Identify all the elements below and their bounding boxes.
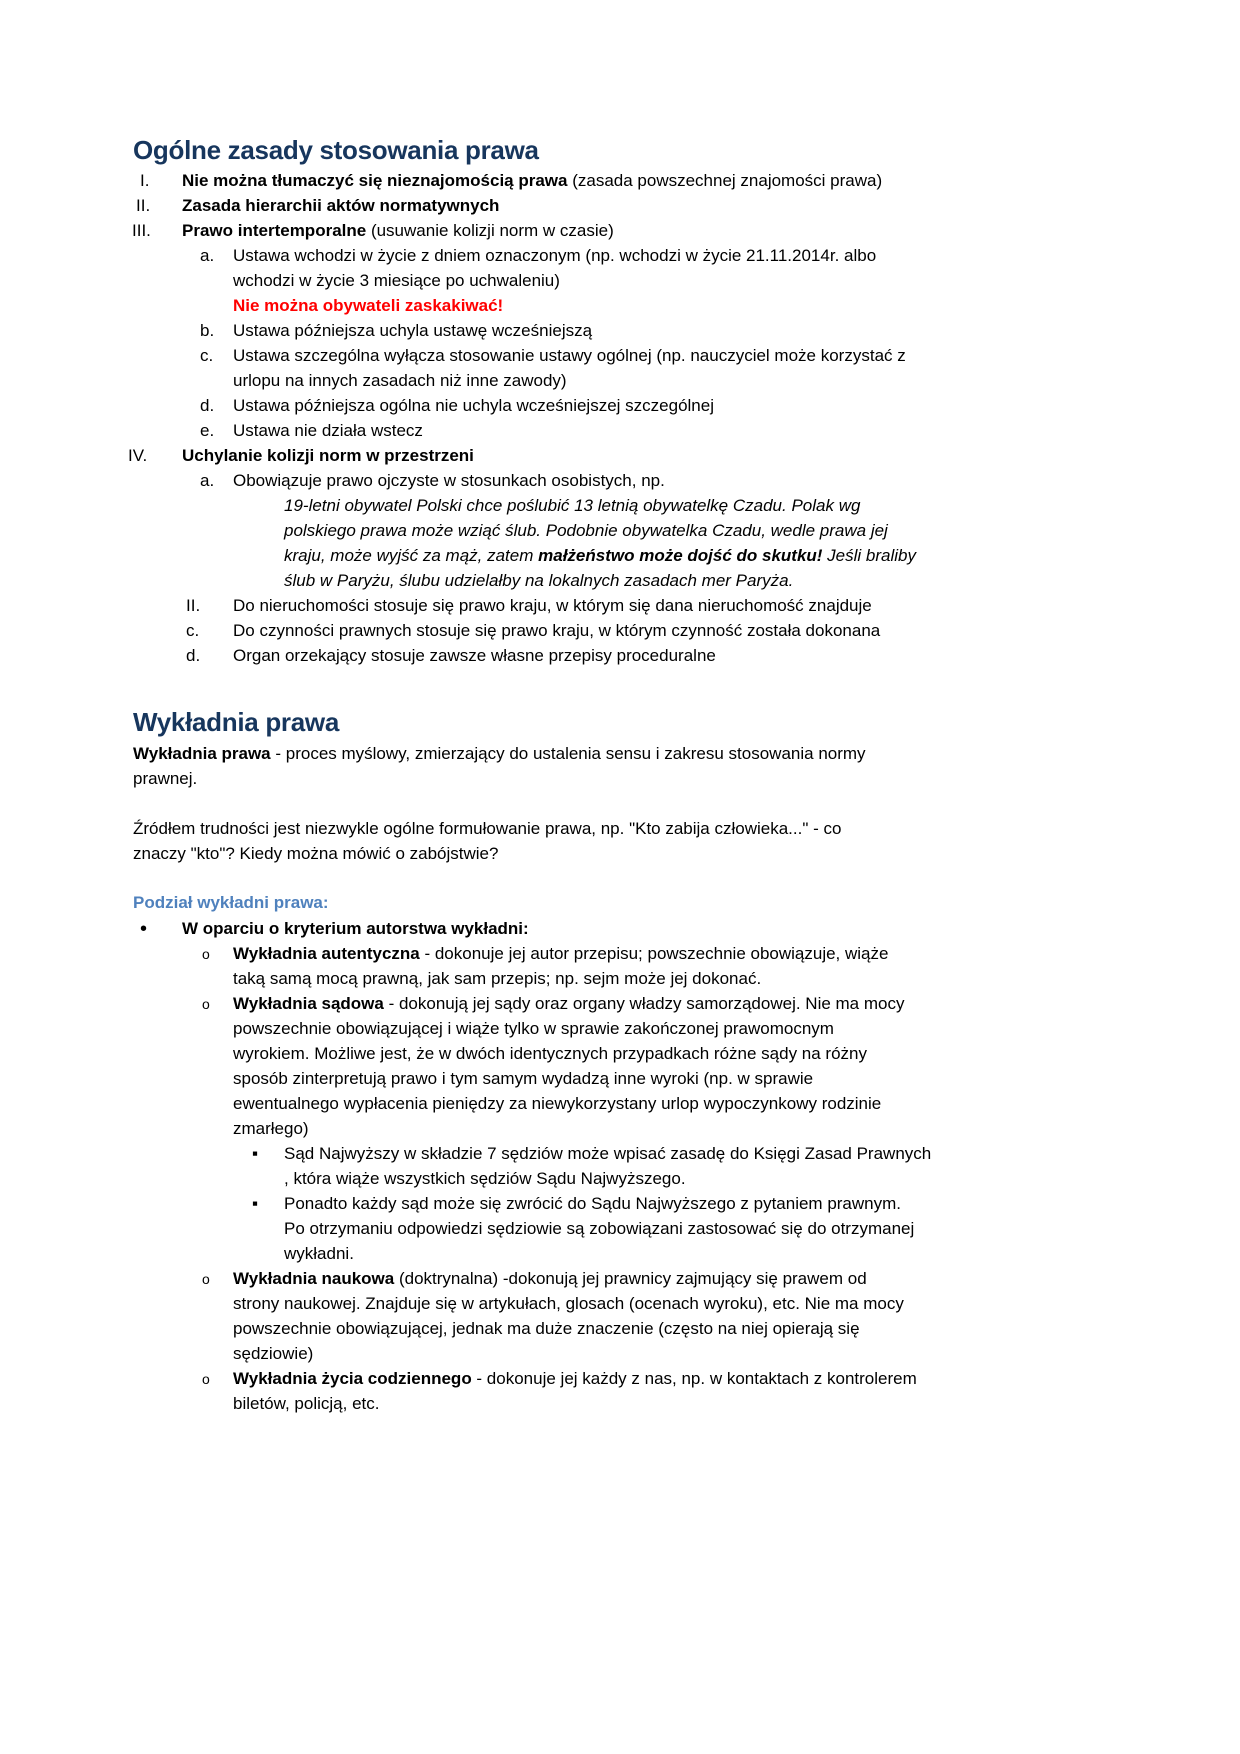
heading-ogolne-zasady: Ogólne zasady stosowania prawa xyxy=(133,135,539,165)
type-item-cont: powszechnie obowiązującej i wiąże tylko w sprawie zakończonej prawomocnym xyxy=(233,1019,834,1038)
type-item-cont: ewentualnego wypłacenia pieniędzy za niewykorzystany urlop wypoczynkowy rodzinie xyxy=(233,1094,882,1113)
item-bold: Prawo intertemporalne xyxy=(182,221,367,240)
type-item-cont: sposób zinterpretują prawo i tym samym wydadzą inne wyroki (np. w sprawie xyxy=(233,1069,814,1088)
example-text: ślub w Paryżu, ślubu udzielałby na lokalnych zasadach mer Paryża. xyxy=(284,571,794,590)
type-item xyxy=(233,943,888,965)
heading-wykladnia-prawa: Wykładnia prawa xyxy=(133,707,339,737)
type-item-cont: strony naukowej. Znajduje się w artykułach, glosach (ocenach wyroku), etc. Nie ma mocy xyxy=(233,1294,904,1313)
list-marker: b. xyxy=(200,321,215,340)
square-bullet-icon: ▪ xyxy=(252,1144,259,1163)
sub-item-cont: Po otrzymaniu odpowiedzi sędziowie są zobowiązani zastosować się do otrzymanej xyxy=(284,1219,915,1238)
list-item xyxy=(182,170,882,192)
circle-bullet-icon: o xyxy=(202,996,210,1012)
sub-item: Sąd Najwyższy w składzie 7 sędziów może wpisać zasadę do Księgi Zasad Prawnych xyxy=(284,1144,932,1163)
definition-cont: prawnej. xyxy=(133,769,198,788)
list-marker: c. xyxy=(200,346,214,365)
type-item xyxy=(233,1368,917,1390)
list-item: Obowiązuje prawo ojczyste w stosunkach osobistych, np. xyxy=(233,471,665,490)
list-item: Do czynności prawnych stosuje się prawo kraju, w którym czynność została dokonana xyxy=(233,621,881,640)
paragraph-cont: znaczy "kto"? Kiedy można mówić o zabójstwie? xyxy=(133,844,499,863)
type-name: Wykładnia życia codziennego xyxy=(233,1369,472,1388)
list-marker: e. xyxy=(200,421,215,440)
circle-bullet-icon: o xyxy=(202,1271,210,1287)
list-item-cont: urlopu na innych zasadach niż inne zawody) xyxy=(233,371,567,390)
type-text: - dokonuje jej każdy z nas, np. w kontaktach z kontrolerem xyxy=(471,1369,917,1388)
warning-note: Nie można obywateli zaskakiwać! xyxy=(233,296,504,315)
list-item: Ustawa późniejsza ogólna nie uchyla wcześniejszej szczególnej xyxy=(233,396,714,415)
item-bold: Nie można tłumaczyć się nieznajomością prawa xyxy=(182,171,568,190)
example-text: polskiego prawa może wziąć ślub. Podobnie obywatelka Czadu, wedle prawa jej xyxy=(284,521,888,540)
list-marker: d. xyxy=(200,396,215,415)
type-name: Wykładnia sądowa xyxy=(233,994,384,1013)
square-bullet-icon: ▪ xyxy=(252,1194,259,1213)
sub-item-cont: wykładni. xyxy=(284,1244,354,1263)
circle-bullet-icon: o xyxy=(202,946,210,962)
list-item xyxy=(182,195,499,217)
example-seg: Jeśli braliby xyxy=(822,546,916,565)
list-marker: c. xyxy=(186,621,200,640)
type-item-cont: zmarłego) xyxy=(233,1119,309,1138)
sub-item: Ponadto każdy sąd może się zwrócić do Sądu Najwyższego z pytaniem prawnym. xyxy=(284,1194,902,1213)
list-item: Ustawa nie działa wstecz xyxy=(233,421,423,440)
type-item-cont: powszechnie obowiązującej, jednak ma duże znaczenie (często na niej opierają się xyxy=(233,1319,860,1338)
type-item-cont: sędziowie) xyxy=(233,1344,314,1363)
item-bold: Zasada hierarchii aktów normatywnych xyxy=(182,196,500,215)
list-marker: a. xyxy=(200,471,215,490)
type-text: - dokonuje jej autor przepisu; powszechnie obowiązuje, wiąże xyxy=(419,944,889,963)
type-item xyxy=(233,993,904,1015)
list-item: Organ orzekający stosuje zawsze własne przepisy proceduralne xyxy=(233,646,716,665)
type-text: (doktrynalna) -dokonują jej prawnicy zajmujący się prawem od xyxy=(394,1269,867,1288)
type-item-cont: wyrokiem. Możliwe jest, że w dwóch identycznych przypadkach różne sądy na różny xyxy=(233,1044,867,1063)
list-marker: I. xyxy=(140,171,150,190)
bullet-icon: • xyxy=(140,918,148,940)
item-bold: Uchylanie kolizji norm w przestrzeni xyxy=(182,446,474,465)
type-text: - dokonują jej sądy oraz organy władzy samorządowej. Nie ma mocy xyxy=(383,994,905,1013)
example-text xyxy=(284,545,916,567)
example-bold: małżeństwo może dojść do skutku! xyxy=(538,546,823,565)
list-marker: d. xyxy=(186,646,201,665)
sub-item-cont: , która wiąże wszystkich sędziów Sądu Najwyższego. xyxy=(284,1169,686,1188)
list-item-cont: wchodzi w życie 3 miesiące po uchwaleniu) xyxy=(233,271,560,290)
subheading-podzial: Podział wykładni prawa: xyxy=(133,893,329,912)
list-marker: IV. xyxy=(128,446,148,465)
type-item-cont: biletów, policją, etc. xyxy=(233,1394,380,1413)
item-text: (zasada powszechnej znajomości prawa) xyxy=(567,171,883,190)
definition xyxy=(133,743,866,765)
bullet-text: W oparciu o kryterium autorstwa wykładni: xyxy=(182,919,529,938)
list-marker: III. xyxy=(132,221,151,240)
list-item: Do nieruchomości stosuje się prawo kraju, w którym się dana nieruchomość znajduje xyxy=(233,596,872,615)
example-text: 19-letni obywatel Polski chce poślubić 13 letnią obywatelkę Czadu. Polak wg xyxy=(284,496,861,515)
list-item: Ustawa szczególna wyłącza stosowanie ustawy ogólnej (np. nauczyciel może korzystać z xyxy=(233,346,906,365)
type-name: Wykładnia autentyczna xyxy=(233,944,420,963)
list-item: Ustawa wchodzi w życie z dniem oznaczonym (np. wchodzi w życie 21.11.2014r. albo xyxy=(233,246,877,265)
definition-term: Wykładnia prawa xyxy=(133,744,271,763)
list-item xyxy=(182,220,614,242)
list-item: Ustawa późniejsza uchyla ustawę wcześniejszą xyxy=(233,321,593,340)
item-text: (usuwanie kolizji norm w czasie) xyxy=(366,221,614,240)
definition-text: - proces myślowy, zmierzający do ustalenia sensu i zakresu stosowania normy xyxy=(270,744,866,763)
paragraph: Źródłem trudności jest niezwykle ogólne formułowanie prawa, np. "Kto zabija człowieka..." - co xyxy=(133,819,842,838)
type-name: Wykładnia naukowa xyxy=(233,1269,395,1288)
list-marker: II. xyxy=(136,196,151,215)
type-item xyxy=(233,1268,867,1290)
type-item-cont: taką samą mocą prawną, jak sam przepis; np. sejm może jej dokonać. xyxy=(233,969,762,988)
bullet-item xyxy=(182,918,529,940)
example-seg: kraju, może wyjść za mąż, zatem xyxy=(284,546,539,565)
list-item xyxy=(182,445,474,467)
list-marker: a. xyxy=(200,246,215,265)
circle-bullet-icon: o xyxy=(202,1371,210,1387)
list-marker: II. xyxy=(186,596,201,615)
